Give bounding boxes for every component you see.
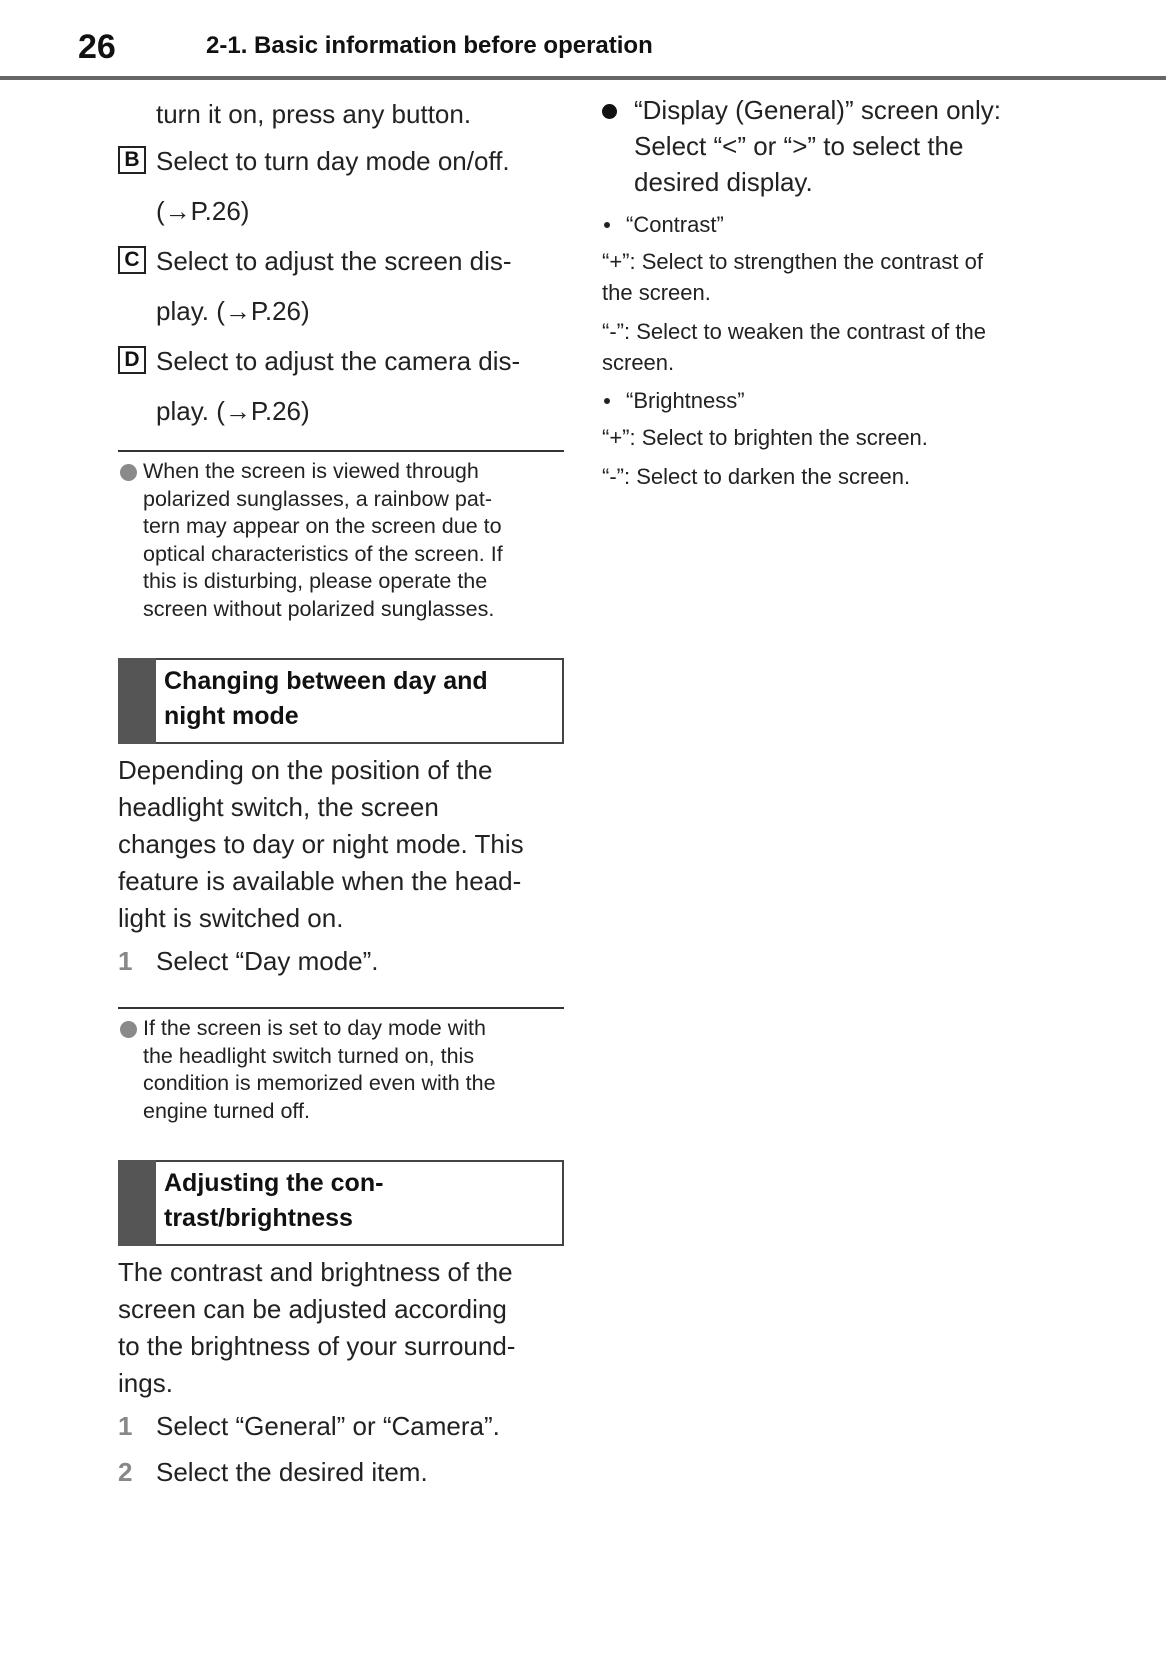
para-line: screen can be adjusted according [118, 1294, 507, 1324]
page-header [0, 0, 1166, 82]
note-line: engine turned off. [143, 1098, 310, 1123]
section-title: 2-1. Basic information before operation [206, 32, 653, 59]
heading-text: night mode [164, 702, 299, 730]
note-line: If the screen is set to day mode with [143, 1016, 486, 1040]
bullet-icon [602, 104, 617, 119]
note-line: tern may appear on the screen due to [143, 514, 502, 538]
heading-contrast-brightness [118, 1160, 564, 1246]
step-text: Select the desired item. [156, 1457, 428, 1487]
right-column [602, 92, 1072, 492]
heading-accent-bar [118, 658, 156, 744]
contrast-plus [602, 246, 1072, 308]
contrast-paragraph [118, 1254, 564, 1402]
brightness-minus: “-”: Select to darken the screen. [602, 464, 911, 489]
day-night-paragraph [118, 752, 564, 937]
contrast-title: “Contrast” [626, 212, 724, 237]
note-line: polarized sunglasses, a rainbow pat- [143, 486, 492, 511]
small-bullet-icon [604, 398, 610, 404]
note-bullet-icon [120, 464, 137, 481]
note-line: screen without polarized sunglasses. [143, 596, 495, 621]
bullet-line: desired display. [634, 167, 813, 197]
para-line: headlight switch, the screen [118, 792, 439, 822]
step-number: 1 [118, 1411, 133, 1441]
lettered-list [118, 136, 564, 436]
bullet-line: “Display (General)” screen only: [634, 95, 1002, 125]
para-line: changes to day or night mode. This [118, 829, 524, 859]
step-text: Select “General” or “Camera”. [156, 1411, 500, 1441]
list-item-ref: play. (→P.26) [156, 396, 310, 426]
letter-d-label: D [118, 346, 146, 374]
para-line: light is switched on. [118, 903, 344, 933]
list-item [118, 236, 564, 336]
step-item [118, 1408, 564, 1444]
heading-text: Changing between day and [164, 667, 488, 695]
heading-text: trast/brightness [164, 1204, 353, 1232]
para-line: to the brightness of your surround- [118, 1331, 516, 1361]
list-item-ref: (→P.26) [156, 196, 250, 226]
note-polarized [118, 458, 564, 623]
step-number: 1 [118, 946, 133, 976]
note-line: condition is memorized even with the [143, 1071, 496, 1095]
contrast-label [602, 210, 1072, 240]
contrast-plus-line: the screen. [602, 280, 711, 305]
step-text: Select “Day mode”. [156, 946, 379, 976]
list-item-ref: play. (→P.26) [156, 296, 310, 326]
intro-continuation: turn it on, press any button. [156, 99, 472, 129]
letter-b-label: B [118, 146, 146, 174]
small-bullet-icon [604, 222, 610, 228]
letter-c-label: C [118, 246, 146, 274]
contrast-minus-line: “-”: Select to weaken the contrast of the [602, 319, 986, 344]
step-number: 2 [118, 1457, 133, 1487]
note-divider [118, 450, 564, 452]
list-item [118, 136, 564, 236]
note-line: the headlight switch turned on, this [143, 1043, 475, 1068]
left-column [118, 96, 564, 1490]
display-general-bullet [602, 92, 1072, 200]
list-item-text: Select to adjust the camera dis- [156, 346, 521, 376]
contrast-minus-line: screen. [602, 350, 675, 375]
list-item-text: Select to adjust the screen dis- [156, 246, 512, 276]
note-line: When the screen is viewed through [143, 459, 479, 483]
para-line: ings. [118, 1368, 173, 1398]
note-line: this is disturbing, please operate the [143, 569, 488, 593]
note-day-mode [118, 1015, 564, 1125]
brightness-label [602, 386, 1072, 416]
step-item [118, 943, 564, 979]
contrast-minus [602, 316, 1072, 378]
list-item [118, 336, 564, 436]
para-line: Depending on the position of the [118, 755, 493, 785]
brightness-title: “Brightness” [626, 388, 745, 413]
para-line: feature is available when the head- [118, 866, 522, 896]
step-item [118, 1454, 564, 1490]
para-line: The contrast and brightness of the [118, 1257, 513, 1287]
note-bullet-icon [120, 1021, 137, 1038]
brightness-plus: “+”: Select to brighten the screen. [602, 425, 928, 450]
bullet-line: Select “<” or “>” to select the [634, 131, 964, 161]
note-line: optical characteristics of the screen. If [143, 541, 503, 566]
page-number: 26 [78, 28, 116, 66]
header-divider [0, 76, 1166, 80]
heading-accent-bar [118, 1160, 156, 1246]
note-divider [118, 1007, 564, 1009]
heading-day-night [118, 658, 564, 744]
heading-text: Adjusting the con- [164, 1169, 384, 1197]
contrast-plus-line: “+”: Select to strengthen the contrast of [602, 249, 983, 274]
list-item-text: Select to turn day mode on/off. [156, 146, 510, 176]
